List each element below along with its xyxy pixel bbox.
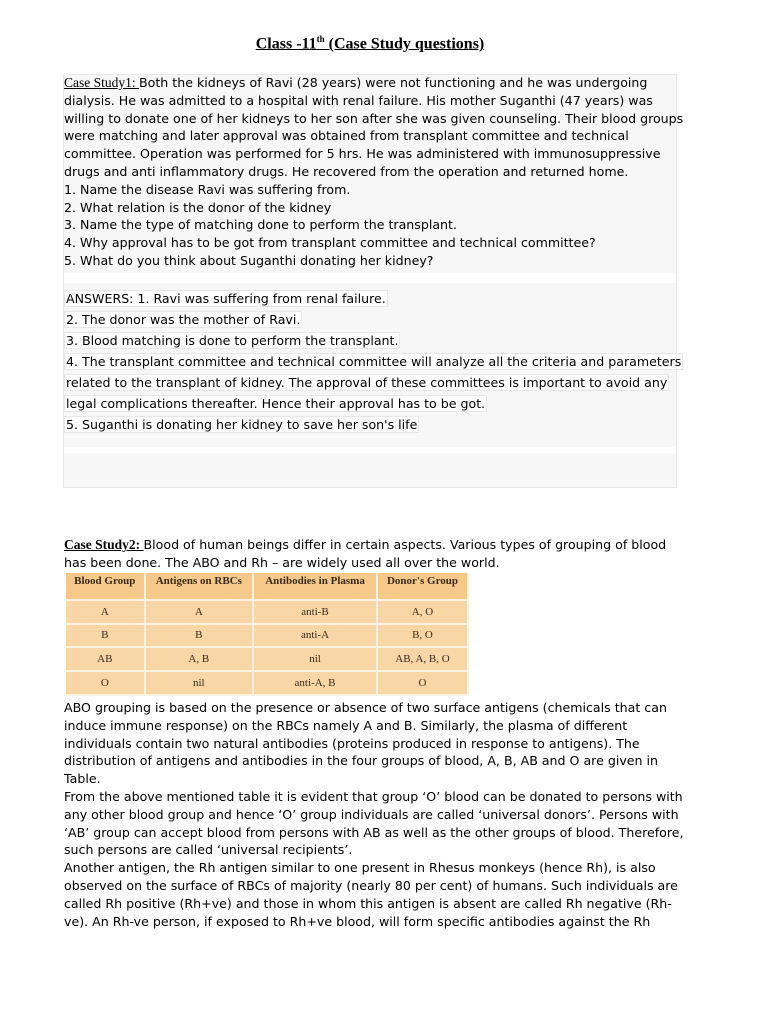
table-cell: A <box>145 600 253 624</box>
case-study-2-body <box>64 699 684 930</box>
answer-line: legal complications thereafter. Hence their approval has to be got. <box>66 396 486 411</box>
table-cell: O <box>377 671 468 695</box>
answer-line: 5. Suganthi is donating her kidney to save her son's life <box>66 417 418 432</box>
table-cell: AB <box>66 647 145 671</box>
paragraph: ABO grouping is based on the presence or absence of two surface antigens (chemicals that can induce immune response) on the RBCs namely A and B. Similarly, the plasma of different individuals contain two natural antibodies (proteins produced in response to antigens). The distribution of antigens and antibodies in the four groups of blood, A, B, AB and O are given in Table. <box>64 700 667 787</box>
case-study-1-paragraph: Case Study1: Both the kidneys of Ravi (28 years) were not functioning and he was undergoing dialysis. He was admitted to a hospital with renal failure. His mother Suganthi (47 years) was willing to donate one of her kidneys to her son after she was given counseling. Their blood groups were matching and later approval was obtained from transplant committee and technical committee. Operation was performed for 5 hrs. He was administered with immunosuppressive drugs and anti inflammatory drugs. He recovered from the operation and returned home. <box>64 75 684 179</box>
table-row <box>66 600 468 624</box>
question-4: 4. Why approval has to be got from transplant committee and technical committee? <box>64 235 596 251</box>
page-title: Class -11th (Case Study questions) <box>255 34 485 53</box>
table-cell: B <box>145 624 253 648</box>
answer-line: ANSWERS: 1. Ravi was suffering from renal failure. <box>66 291 386 306</box>
table-header: Blood Group <box>66 573 145 600</box>
table-cell: O <box>66 671 145 695</box>
table-cell: AB, A, B, O <box>377 647 468 671</box>
table-cell: B, O <box>377 624 468 648</box>
table-header: Antigens on RBCs <box>145 573 253 600</box>
abo-blood-group-table <box>66 573 469 696</box>
table-cell: anti-A <box>253 624 377 648</box>
case-study-2-label: Case Study2: <box>64 537 144 552</box>
question-1: 1. Name the disease Ravi was suffering from. <box>64 181 351 197</box>
answer-line: related to the transplant of kidney. The approval of these committees is important to avoid any <box>66 375 668 390</box>
case-study-1 <box>64 74 684 270</box>
table-header: Donor's Group <box>377 573 468 600</box>
table-cell: anti-B <box>253 600 377 624</box>
question-2: 2. What relation is the donor of the kidney <box>64 199 332 215</box>
table-cell: B <box>66 624 145 648</box>
table-header: Antibodies in Plasma <box>253 573 377 600</box>
table-row <box>66 647 468 671</box>
paragraph: From the above mentioned table it is evident that group ‘O’ blood can be donated to persons with any other blood group and hence ‘O’ group individuals are called ‘universal donors’. Persons with ‘AB’ group can accept blood from persons with AB as well as the other groups of blood. Therefore, such persons are called ‘universal recipients’. <box>64 788 684 858</box>
answer-line: 2. The donor was the mother of Ravi. <box>66 312 301 327</box>
case-study-1-label: Case Study1: <box>64 75 140 90</box>
table-cell: nil <box>253 647 377 671</box>
table-cell: A, O <box>377 600 468 624</box>
table-cell: nil <box>145 671 253 695</box>
table-row <box>66 671 468 695</box>
question-3: 3. Name the type of matching done to perform the transplant. <box>64 217 457 233</box>
question-5: 5. What do you think about Suganthi donating her kidney? <box>64 252 434 268</box>
table-cell: anti-A, B <box>253 671 377 695</box>
answers <box>64 288 684 435</box>
table-cell: A, B <box>145 647 253 671</box>
paragraph: Another antigen, the Rh antigen similar to one present in Rhesus monkeys (hence Rh), is also observed on the surface of RBCs of majority (nearly 80 per cent) of humans. Such individuals are called Rh positive (Rh+ve) and those in whom this antigen is absent are called Rh negative (Rh-ve). An Rh-ve person, if exposed to Rh+ve blood, will form specific antibodies against the Rh <box>64 860 678 929</box>
case-study-2-intro: Case Study2: Blood of human beings differ in certain aspects. Various types of grouping of blood has been done. The ABO and Rh – are widely used all over the world. <box>64 537 667 570</box>
answer-line: 4. The transplant committee and technical committee will analyze all the criteria and parameters <box>66 354 682 369</box>
table-row <box>66 624 468 648</box>
table-cell: A <box>66 600 145 624</box>
answer-line: 3. Blood matching is done to perform the transplant. <box>66 333 399 348</box>
